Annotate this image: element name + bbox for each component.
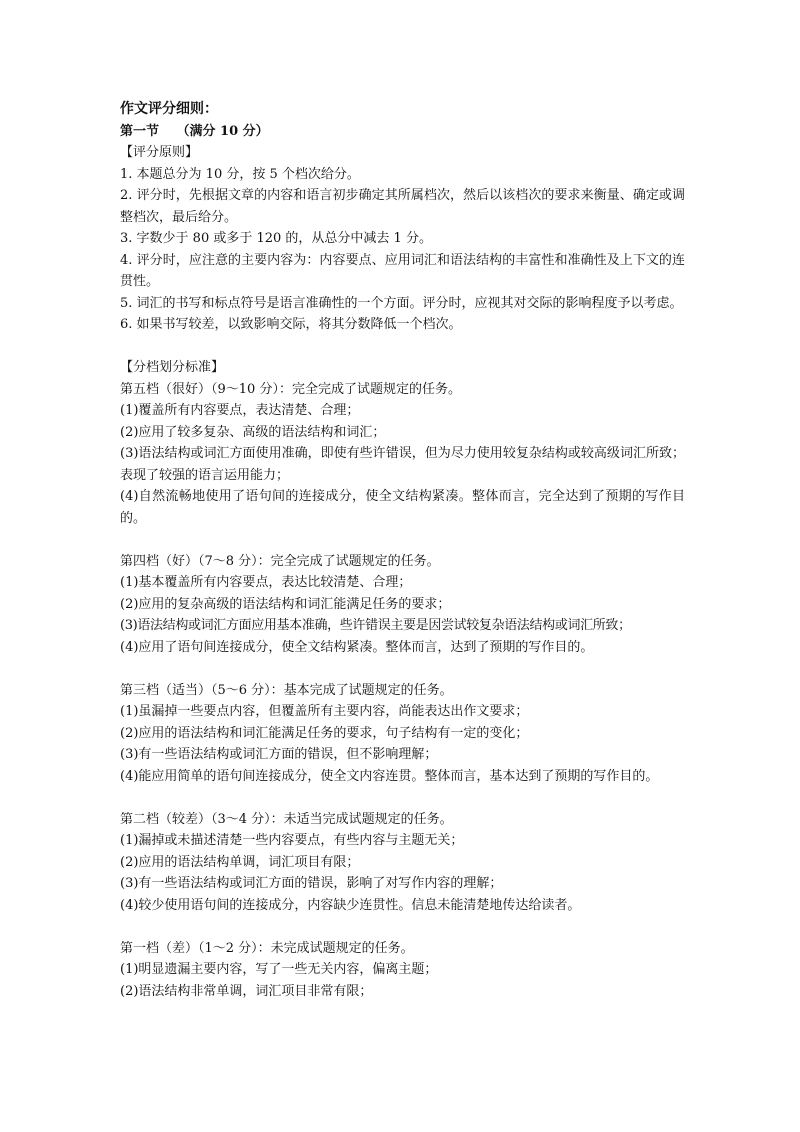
document-title: 作文评分细则： — [120, 101, 218, 117]
spacer — [120, 336, 685, 358]
level-heading: 第一档（差）（1～2 分）：未完成试题规定的任务。 — [120, 940, 414, 956]
level-heading: 第四档（好）（7～8 分）：完全完成了试题规定的任务。 — [120, 553, 440, 569]
level-item: (1)明显遗漏主要内容，写了一些无关内容，偏离主题； — [120, 962, 438, 977]
principle-item: 1. 本题总分为 10 分，按 5 个档次给分。 — [120, 166, 360, 182]
standards-heading: 【分档划分标准】 — [120, 360, 225, 375]
principles-heading: 【评分原则】 — [120, 145, 199, 160]
principle-item: 2. 评分时，先根据文章的内容和语言初步确定其所属档次，然后以该档次的要求来衡量、确定或调整档次，最后给分。 — [120, 188, 685, 225]
level-item: (1)覆盖所有内容要点，表达清楚、合理； — [120, 403, 360, 418]
level-item: (4)能应用简单的语句间连接成分，使全文内容连贯。整体而言，基本达到了预期的写作目的。 — [120, 768, 659, 784]
level-item: (2)应用的语法结构单调，词汇项目有限； — [120, 854, 360, 870]
principle-item: 3. 字数少于 80 或多于 120 的，从总分中减去 1 分。 — [120, 231, 432, 246]
level-item: (1)漏掉或未描述清楚一些内容要点，有些内容与主题无关； — [120, 833, 464, 848]
spacer — [120, 529, 685, 551]
level-item: (1)基本覆盖所有内容要点，表达比较清楚、合理； — [120, 575, 412, 590]
level-item: (3)语法结构或词汇方面应用基本准确，些许错误主要是因尝试较复杂语法结构或词汇所致； — [120, 618, 631, 633]
principle-item: 5. 词汇的书写和标点符号是语言准确性的一个方面。评分时，应视其对交际的影响程度予以考虑。 — [120, 295, 683, 311]
level-item: (3)语法结构或词汇方面使用准确，即使有些许错误，但为尽力使用较复杂结构或较高级词汇所致；表现了较强的语言运用能力； — [120, 446, 685, 483]
level-item: (2)应用了较多复杂、高级的语法结构和词汇； — [120, 424, 386, 440]
level-item: (4)自然流畅地使用了语句间的连接成分，使全文结构紧凑。整体而言，完全达到了预期的写作目的。 — [120, 489, 685, 526]
spacer — [120, 787, 685, 809]
level-item: (2)应用的语法结构和词汇能满足任务的要求，句子结构有一定的变化； — [120, 725, 529, 741]
level-heading: 第三档（适当）（5～6 分）：基本完成了试题规定的任务。 — [120, 682, 453, 698]
spacer — [120, 658, 685, 680]
level-item: (2)语法结构非常单调，词汇项目非常有限； — [120, 983, 373, 999]
level-heading: 第五档（很好）（9～10 分）：完全完成了试题规定的任务。 — [120, 381, 461, 397]
level-item: (4)应用了语句间连接成分，使全文结构紧凑。整体而言，达到了预期的写作目的。 — [120, 639, 594, 655]
level-item: (3)有一些语法结构或词汇方面的错误，但不影响理解； — [120, 747, 438, 762]
document-body — [120, 99, 685, 1002]
principle-item: 6. 如果书写较差，以致影响交际，将其分数降低一个档次。 — [120, 317, 462, 332]
spacer — [120, 916, 685, 938]
principle-item: 4. 评分时，应注意的主要内容为：内容要点、应用词汇和语法结构的丰富性和准确性及上下文的连贯性。 — [120, 252, 685, 289]
level-item: (3)有一些语法结构或词汇方面的错误，影响了对写作内容的理解； — [120, 876, 503, 891]
level-item: (2)应用的复杂高级的语法结构和词汇能满足任务的要求； — [120, 596, 451, 612]
level-item: (4)较少使用语句间的连接成分，内容缺少连贯性。信息未能清楚地传达给读者。 — [120, 897, 581, 913]
level-item: (1)虽漏掉一些要点内容，但覆盖所有主要内容，尚能表达出作文要求； — [120, 704, 529, 719]
section-heading: 第一节 （满分 10 分） — [120, 123, 269, 139]
level-heading: 第二档（较差）（3～4 分）：未适当完成试题规定的任务。 — [120, 811, 453, 827]
